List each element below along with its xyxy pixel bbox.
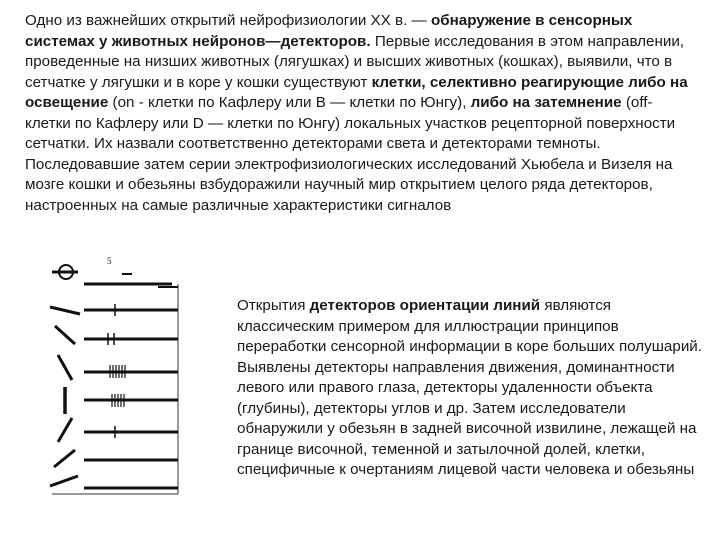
intro-text-2: Первые исследования в этом направлении, проведенные на низших животных (лягушках) и высших животных (кошках), выявили, что в сетчатке у лягушки и в коре у кошки существуют xyxy=(25,32,685,91)
figure-label: 5 xyxy=(107,256,112,266)
stimulus-row-2 xyxy=(50,304,178,316)
intro-bold-2: клетки, селективно реагирующие либо на освещение xyxy=(25,73,688,111)
orientation-detector-figure xyxy=(30,252,195,502)
right-text-1: Открытия xyxy=(237,297,310,314)
intro-bold-3: либо на затемнение xyxy=(470,94,622,111)
intro-bold-1: обнаружение в сенсорных системах у животных нейронов—детекторов. xyxy=(25,12,633,50)
stimulus-row-1 xyxy=(52,265,178,287)
right-bold-1: детекторов ориентации линий xyxy=(309,297,541,314)
stimulus-row-4 xyxy=(58,355,178,380)
intro-paragraph xyxy=(25,11,697,216)
right-text-2: являются классическим примером для иллюстрации принципов переработки сенсорной информации в коре больших полушарий. Выявлены детекторы направления движения, доминантности левого или правого глаза, детекторы удаленности объекта (глубины), детекторы углов и др. Затем исследователи обнаружили у обезьян в задней височной извилине, лежащей на границе височной, теменной и затылочной долей, клетки, специфичные к очертаниям лицевой части человека и обезьяны xyxy=(237,297,703,478)
orientation-detectors-paragraph xyxy=(237,296,707,481)
intro-text-3: (on - клетки по Кафлеру или В — клетки по Юнгу), xyxy=(108,94,471,111)
stimulus-row-7 xyxy=(54,450,178,467)
intro-text-4: (off- клетки по Кафлеру или D — клетки по Юнгу) локальных участков рецепторной поверхности сетчатки. Их назвали соответственно детекторами света и детекторами темноты. xyxy=(25,94,676,152)
stimulus-row-8 xyxy=(50,476,178,488)
stimulus-row-5 xyxy=(65,387,178,414)
stimulus-row-3 xyxy=(55,326,178,345)
intro-text-1: Одно из важнейших открытий нейрофизиологии XX в. — xyxy=(25,12,431,29)
stimulus-row-6 xyxy=(58,418,178,442)
intro-text-5: Последовавшие затем серии электрофизиологических исследований Хьюбела и Визеля на мозге кошки и обезьяны взбудоражили научный мир открытием целого ряда детекторов, настроенных на самые различные характеристики сигналов xyxy=(25,155,673,214)
